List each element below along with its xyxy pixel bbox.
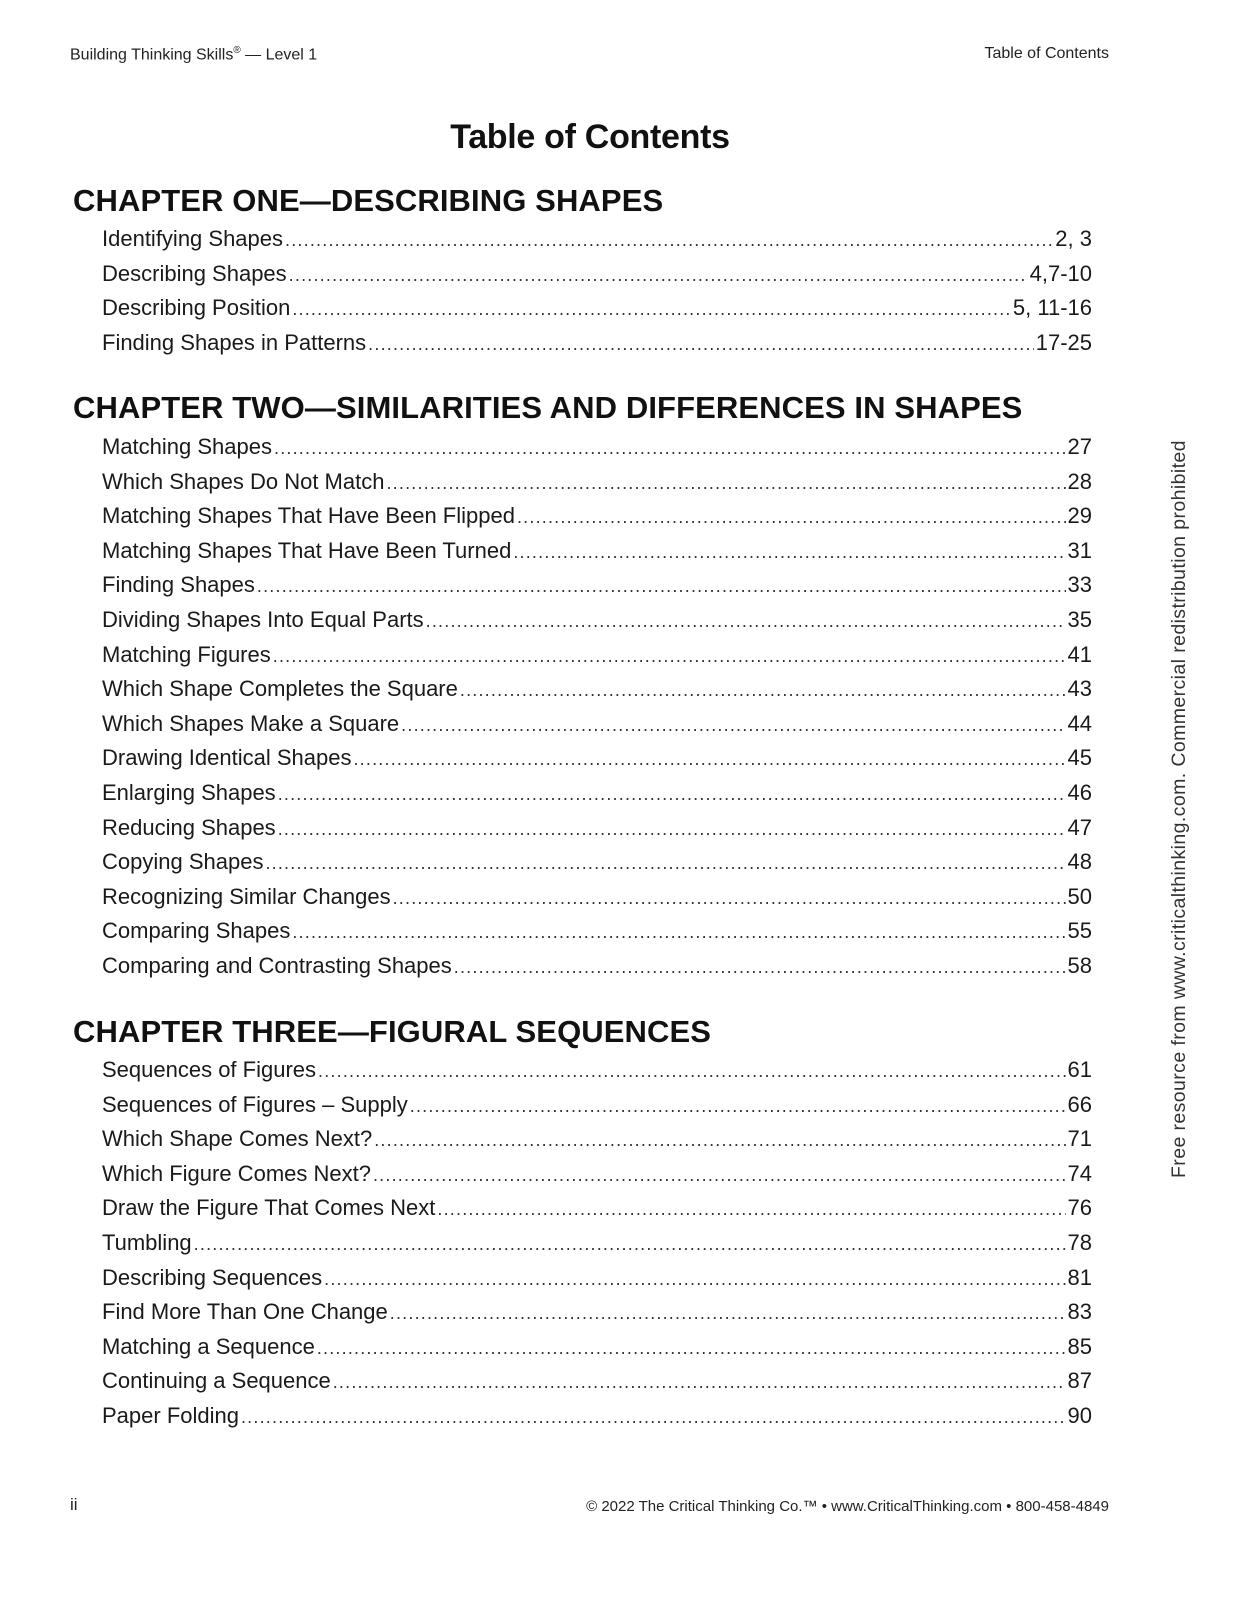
toc-entry-label: Continuing a Sequence: [102, 1368, 331, 1394]
dot-leader: [517, 500, 1066, 535]
toc-entry-label: Matching Shapes That Have Been Flipped: [102, 503, 515, 529]
dot-leader: [278, 812, 1066, 847]
dot-leader: [373, 1158, 1066, 1193]
toc-entry-label: Copying Shapes: [102, 849, 264, 875]
toc-entry-page: 33: [1067, 572, 1092, 598]
toc-entry-page: 81: [1067, 1264, 1092, 1290]
toc-entry-label: Finding Shapes: [102, 572, 255, 598]
toc-entry[interactable]: [102, 430, 1092, 465]
dot-leader: [368, 327, 1034, 362]
dot-leader: [437, 1192, 1065, 1227]
dot-leader: [390, 1296, 1066, 1331]
toc-entry-page: 31: [1067, 537, 1092, 563]
toc-entry-label: Draw the Figure That Comes Next: [102, 1195, 436, 1221]
toc-entry-label: Paper Folding: [102, 1402, 239, 1428]
toc-entry[interactable]: [102, 845, 1092, 880]
book-title: Building Thinking Skills: [70, 46, 234, 64]
dot-leader: [292, 292, 1011, 327]
toc-entry-page: 74: [1067, 1160, 1092, 1186]
running-header-left: [70, 45, 317, 64]
toc-entry-page: 58: [1067, 952, 1092, 978]
dot-leader: [393, 881, 1066, 916]
toc-entry-label: Recognizing Similar Changes: [102, 883, 391, 909]
toc-entry-label: Dividing Shapes Into Equal Parts: [102, 606, 424, 632]
toc-entry[interactable]: [102, 1295, 1092, 1330]
dot-leader: [386, 466, 1065, 501]
dot-leader: [374, 1123, 1065, 1158]
toc-entry-page: 76: [1067, 1195, 1092, 1221]
dot-leader: [333, 1365, 1066, 1400]
toc-entry-label: Enlarging Shapes: [102, 779, 276, 805]
toc-entry[interactable]: [102, 1088, 1092, 1123]
toc-entry[interactable]: [102, 534, 1092, 569]
toc-entry[interactable]: [102, 741, 1092, 776]
toc-entry-page: 17-25: [1035, 329, 1092, 355]
dot-leader: [317, 1331, 1066, 1366]
toc-entry[interactable]: [102, 1364, 1092, 1399]
toc-entry-page: 45: [1067, 745, 1092, 771]
toc-entry-page: 46: [1067, 779, 1092, 805]
page-number: ii: [70, 1495, 78, 1514]
dot-leader: [278, 777, 1066, 812]
toc-entry-label: Matching a Sequence: [102, 1333, 315, 1359]
running-header-right: Table of Contents: [984, 45, 1109, 62]
dot-leader: [401, 708, 1065, 743]
toc-entry-page: 43: [1067, 676, 1092, 702]
toc-entry[interactable]: [102, 568, 1092, 603]
toc-entry-label: Matching Shapes That Have Been Turned: [102, 537, 512, 563]
toc-entry-page: 61: [1067, 1057, 1092, 1082]
toc-entry-page: 90: [1067, 1402, 1092, 1428]
toc-entry[interactable]: [102, 880, 1092, 915]
toc-entry-page: 87: [1067, 1368, 1092, 1394]
toc-entry-page: 47: [1067, 814, 1092, 840]
toc-entry-label: Which Shapes Make a Square: [102, 710, 400, 736]
toc-entry[interactable]: [102, 1122, 1092, 1157]
toc-entry-label: Which Shapes Do Not Match: [102, 468, 385, 494]
toc-entry-label: Matching Figures: [102, 641, 271, 667]
toc-entry-page: 85: [1067, 1333, 1092, 1359]
toc-entry[interactable]: [102, 811, 1092, 846]
dot-leader: [353, 742, 1065, 777]
toc-entry-label: Identifying Shapes: [102, 226, 284, 251]
toc-entry[interactable]: [102, 291, 1092, 326]
dot-leader: [273, 639, 1066, 674]
chapter-heading: CHAPTER ONE—DESCRIBING SHAPES: [73, 183, 664, 218]
toc-entry[interactable]: [102, 672, 1092, 707]
toc-entry-page: 83: [1067, 1299, 1092, 1325]
dot-leader: [454, 950, 1066, 985]
toc-entry-label: Sequences of Figures: [102, 1057, 317, 1082]
toc-entry[interactable]: [102, 499, 1092, 534]
toc-entry-label: Describing Position: [102, 295, 291, 321]
copyright-footer: © 2022 The Critical Thinking Co.™ • www.CriticalThinking.com • 800-458-4849: [586, 1498, 1109, 1515]
toc-entry-label: Which Shape Comes Next?: [102, 1126, 373, 1152]
toc-entry[interactable]: [102, 949, 1092, 984]
dot-leader: [289, 258, 1028, 293]
toc-entry[interactable]: [102, 257, 1092, 292]
dot-leader: [410, 1089, 1066, 1124]
toc-entry-label: Tumbling: [102, 1229, 192, 1255]
toc-entry[interactable]: [102, 1157, 1092, 1192]
chapter-heading: CHAPTER THREE—FIGURAL SEQUENCES: [73, 1014, 712, 1049]
toc-entry[interactable]: [102, 1330, 1092, 1365]
dot-leader: [241, 1400, 1066, 1435]
toc-entry-page: 28: [1067, 468, 1092, 494]
toc-entry[interactable]: [102, 326, 1092, 361]
toc-entry-label: Which Figure Comes Next?: [102, 1160, 371, 1186]
book-level: — Level 1: [240, 46, 318, 64]
dot-leader: [513, 535, 1065, 570]
toc-entry-label: Matching Shapes: [102, 434, 272, 459]
chapter-two-entries: [102, 430, 1092, 984]
toc-entry-page: 44: [1067, 710, 1092, 736]
toc-entry[interactable]: [102, 222, 1092, 257]
toc-entry-page: 50: [1067, 883, 1092, 909]
toc-entry-page: 2, 3: [1055, 226, 1092, 251]
chapter-heading: CHAPTER TWO—SIMILARITIES AND DIFFERENCES IN SHAPES: [73, 390, 1023, 425]
registered-mark: ®: [233, 45, 241, 56]
toc-entry-page: 29: [1067, 503, 1092, 529]
dot-leader: [460, 673, 1066, 708]
chapter-one-entries: [102, 222, 1092, 360]
toc-entry[interactable]: [102, 1261, 1092, 1296]
dot-leader: [324, 1262, 1065, 1297]
toc-entry-page: 66: [1067, 1091, 1092, 1117]
toc-entry-page: 27: [1067, 434, 1092, 459]
toc-entry-label: Describing Shapes: [102, 260, 287, 286]
dot-leader: [426, 604, 1066, 639]
dot-leader: [318, 1054, 1065, 1089]
toc-entry-label: Describing Sequences: [102, 1264, 323, 1290]
toc-entry-page: 71: [1067, 1126, 1092, 1152]
toc-entry-page: 5, 11-16: [1012, 295, 1092, 321]
toc-entry[interactable]: [102, 1053, 1092, 1088]
dot-leader: [274, 431, 1066, 466]
toc-entry-label: Reducing Shapes: [102, 814, 276, 840]
toc-entry-label: Comparing and Contrasting Shapes: [102, 952, 452, 978]
toc-entry[interactable]: [102, 707, 1092, 742]
toc-entry[interactable]: [102, 1191, 1092, 1226]
toc-entry-label: Find More Than One Change: [102, 1299, 388, 1325]
dot-leader: [292, 915, 1065, 950]
dot-leader: [257, 569, 1066, 604]
toc-entry-page: 4,7-10: [1029, 260, 1092, 286]
dot-leader: [194, 1227, 1066, 1262]
dot-leader: [285, 223, 1053, 258]
toc-entry-page: 78: [1067, 1229, 1092, 1255]
toc-entry[interactable]: [102, 603, 1092, 638]
toc-entry[interactable]: [102, 914, 1092, 949]
toc-entry[interactable]: [102, 776, 1092, 811]
toc-entry-page: 48: [1067, 849, 1092, 875]
toc-entry[interactable]: [102, 1226, 1092, 1261]
dot-leader: [265, 846, 1065, 881]
toc-entry[interactable]: [102, 465, 1092, 500]
toc-entry-label: Drawing Identical Shapes: [102, 745, 352, 771]
toc-entry[interactable]: [102, 638, 1092, 673]
redistribution-notice: Free resource from www.criticalthinking.com. Commercial redistribution prohibited: [1168, 440, 1190, 1178]
page-title: Table of Contents: [450, 118, 730, 156]
toc-entry-label: Finding Shapes in Patterns: [102, 329, 367, 355]
toc-entry-page: 55: [1067, 918, 1092, 944]
toc-entry[interactable]: [102, 1399, 1092, 1434]
toc-entry-label: Sequences of Figures – Supply: [102, 1091, 408, 1117]
toc-entry-label: Comparing Shapes: [102, 918, 291, 944]
toc-entry-page: 41: [1067, 641, 1092, 667]
toc-entry-label: Which Shape Completes the Square: [102, 676, 458, 702]
toc-entry-page: 35: [1067, 606, 1092, 632]
chapter-three-entries: [102, 1053, 1092, 1434]
